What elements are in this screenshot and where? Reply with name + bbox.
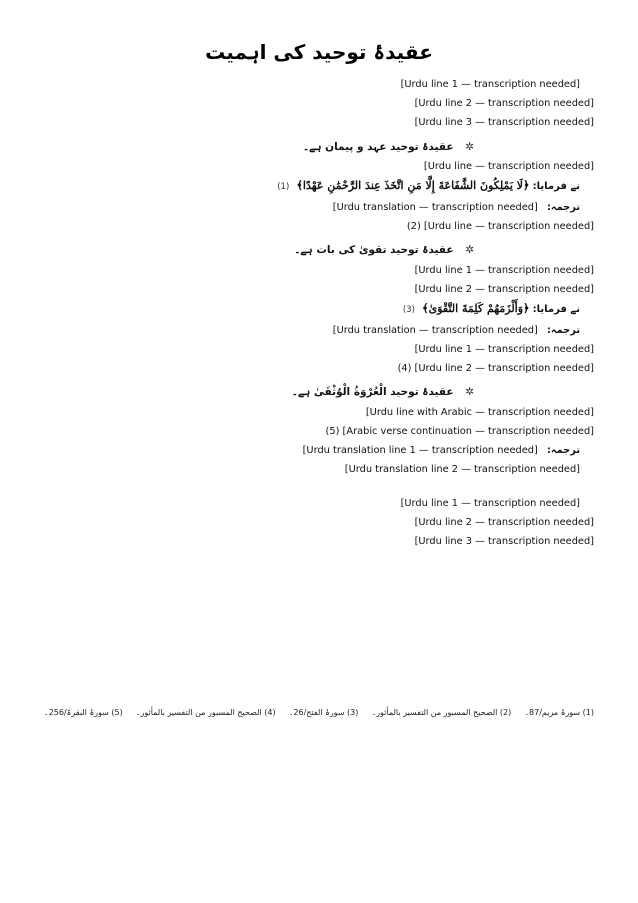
translation-line: [Urdu translation line 2 — transcription needed] — [344, 464, 580, 476]
section-heading-text: عقیدۂ توحید عہد و پیمان ہے۔ — [303, 140, 454, 153]
paragraph-line: [Urdu line 2 — transcription needed] — [414, 516, 594, 528]
footnote: (5) سورۂ البقرۃ/256۔ — [44, 708, 123, 717]
star-icon: ✲ — [465, 386, 474, 399]
paragraph-line: [Urdu line 1 — transcription needed] — [400, 497, 580, 509]
translation — [44, 199, 594, 217]
paragraph-line: [Urdu line with Arabic — transcription needed] — [365, 406, 594, 418]
translation-tag: ترجمہ: — [546, 445, 580, 457]
star-icon: ✲ — [465, 140, 474, 153]
translation — [44, 322, 594, 340]
paragraph-line: [Urdu line — transcription needed] (2) — [406, 221, 594, 233]
quran-quote — [44, 177, 594, 197]
quote-lead: نے فرمایا: — [532, 181, 580, 193]
paragraph-line: [Arabic verse continuation — transcription needed] (5) — [325, 425, 594, 437]
quote-arabic: ﴿لَا يَمْلِكُونَ الشَّفَاعَةَ إِلَّا مَنِ اتَّخَذَ عِندَ الرَّحْمَٰنِ عَهْدًا﴾ — [296, 179, 530, 193]
footnotes — [44, 706, 594, 720]
translation-tag: ترجمہ: — [546, 324, 580, 336]
footnote-ref: (3) — [402, 305, 415, 316]
section-heading-text: عقیدۂ توحید الْعُرْوَةُ الْوُثْقَىٰ ہے۔ — [291, 386, 454, 399]
paragraph-line: [Urdu line 2 — transcription needed] — [414, 283, 594, 295]
quote-arabic: ﴿وَأَلْزَمَهُمْ كَلِمَةَ التَّقْوَىٰ﴾ — [422, 302, 530, 316]
page-title: عقیدۂ توحید کی اہمیت — [205, 40, 433, 64]
section-heading-text: عقیدۂ توحید تقویٰ کی بات ہے۔ — [294, 244, 454, 257]
star-icon: ✲ — [465, 244, 474, 257]
footnote: (2) الصحیح المسبور من التفسیر بالمأثور۔ — [371, 708, 512, 717]
translation-text: [Urdu translation — transcription needed] — [332, 201, 538, 213]
intro-line: [Urdu line 1 — transcription needed] — [400, 79, 580, 90]
quran-quote — [44, 300, 594, 320]
translation-tag: ترجمہ: — [546, 201, 580, 213]
spacer — [44, 481, 594, 495]
translation-text: [Urdu translation line 1 — transcription needed] — [302, 445, 538, 457]
paragraph-line: [Urdu line 1 — transcription needed] — [414, 343, 594, 355]
paragraph-line: [Urdu line — transcription needed] — [423, 161, 594, 173]
footnote: (4) الصحیح المسبور من التفسیر بالمأثور۔ — [135, 708, 276, 717]
quote-lead: نے فرمایا: — [532, 304, 580, 316]
paragraph-line: [Urdu line 2 — transcription needed] (4) — [397, 363, 594, 375]
section-heading — [44, 241, 594, 260]
intro-block — [44, 76, 594, 133]
section-heading — [44, 138, 594, 157]
paragraph-line: [Urdu line 1 — transcription needed] — [414, 264, 594, 276]
footnote: (3) سورۂ الفتح/26۔ — [288, 708, 359, 717]
section-heading — [44, 383, 594, 402]
footnote: (1) سورۂ مریم/87۔ — [524, 708, 594, 717]
intro-line: [Urdu line 3 — transcription needed] — [414, 117, 594, 129]
intro-line: [Urdu line 2 — transcription needed] — [414, 98, 594, 110]
footnote-ref: (1) — [277, 182, 290, 193]
translation-text: [Urdu translation — transcription needed] — [332, 324, 538, 336]
translation — [44, 442, 594, 460]
paragraph-line: [Urdu line 3 — transcription needed] — [414, 535, 594, 547]
